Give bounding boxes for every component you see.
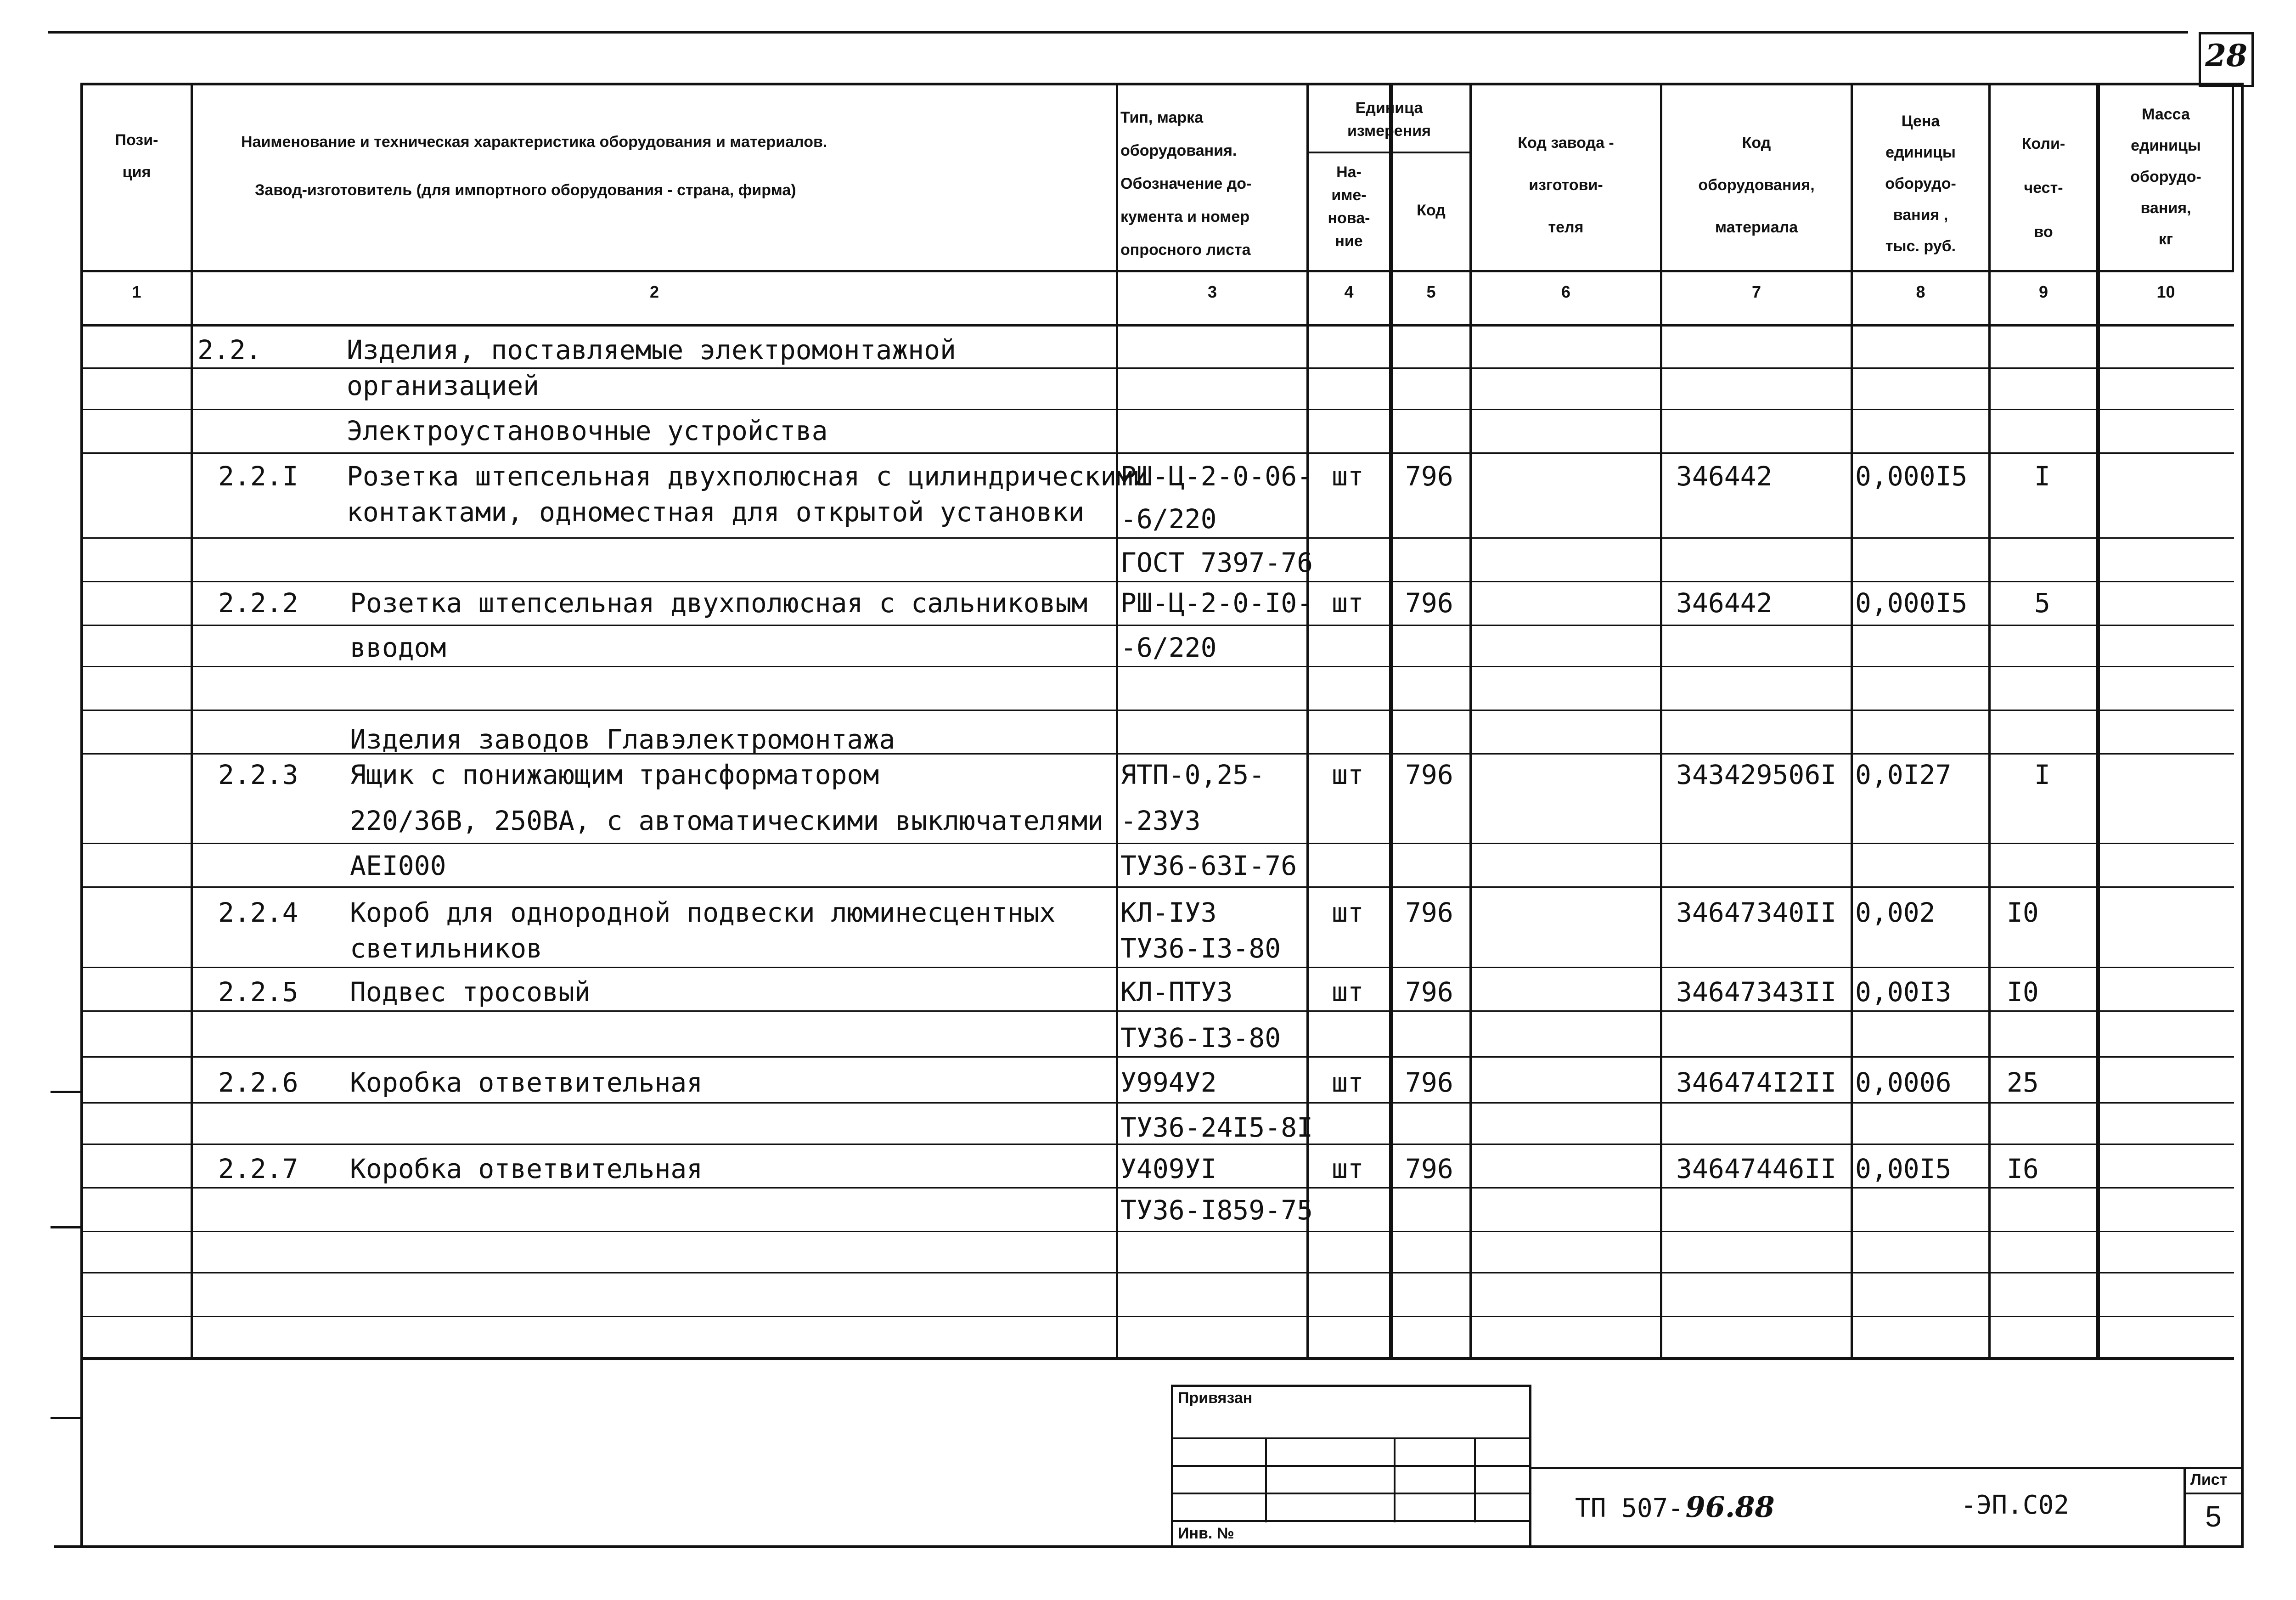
column-number-4: 4	[1344, 282, 1354, 301]
type-cell: ТУ36-24I5-8I	[1120, 1112, 1313, 1143]
name-cell: Розетка штепсельная двухполюсная с сальниковым	[350, 587, 1088, 619]
name-cell: светильников	[350, 933, 543, 964]
column-number-10: 10	[2156, 282, 2175, 301]
row-line	[80, 625, 2234, 626]
column-number-9: 9	[2038, 282, 2048, 301]
type-cell: -6/220	[1120, 503, 1217, 535]
name-cell: Ящик с понижающим трансформатором	[350, 759, 879, 790]
quantity-cell: I0	[2007, 897, 2039, 928]
doc-suffix: -ЭП.С02	[1961, 1490, 2070, 1520]
name-cell: Изделия заводов Главэлектромонтажа	[350, 724, 895, 755]
column-number-3: 3	[1207, 282, 1217, 301]
equipment-code-cell: 34647343II	[1676, 976, 1837, 1008]
price-cell: 0,00I5	[1855, 1153, 1952, 1184]
header-col6: Код завода - изготови- теля	[1518, 134, 1614, 236]
type-cell: РШ-Ц-2-0-06-	[1120, 461, 1313, 492]
top-border-line	[48, 31, 2188, 34]
stamp-h4	[1171, 1520, 1531, 1522]
col-line-7	[1851, 83, 1853, 1359]
unit-code-cell: 796	[1405, 461, 1453, 492]
doc-handwritten: 96.88	[1685, 1490, 1775, 1524]
type-cell: РШ-Ц-2-0-I0-	[1120, 587, 1313, 619]
unit-cell: шт	[1332, 976, 1364, 1008]
price-cell: 0,002	[1855, 897, 1936, 928]
column-number-6: 6	[1561, 282, 1571, 301]
frame-left	[80, 83, 83, 1545]
row-line	[80, 1231, 2234, 1232]
header-col2-line1: Наименование и техническая характеристика оборудования и материалов.	[241, 133, 827, 151]
position-cell: 2.2.2	[218, 587, 298, 619]
type-cell: У409УI	[1120, 1153, 1217, 1184]
header-bottom-line	[80, 270, 2234, 272]
bound-label: Привязан	[1178, 1389, 1253, 1407]
row-line	[80, 1272, 2234, 1273]
equipment-code-cell: 343429506I	[1676, 759, 1837, 790]
equipment-code-cell: 346474I2II	[1676, 1067, 1837, 1098]
name-cell: Подвес тросовый	[350, 976, 591, 1008]
header-unit-group: Единица измерения	[1347, 99, 1431, 140]
column-number-2: 2	[649, 282, 659, 301]
name-cell: 220/36В, 250ВА, с автоматическими выключателями	[350, 805, 1104, 836]
type-cell: ТУ36-I3-80	[1120, 933, 1281, 964]
row-line	[80, 967, 2234, 968]
col-line-2	[1116, 83, 1118, 1359]
row-line	[80, 1010, 2234, 1012]
row-line	[80, 1144, 2234, 1145]
name-cell: Короб для однородной подвески люминесцентных	[350, 897, 1056, 928]
equipment-code-cell: 34647340II	[1676, 897, 1837, 928]
stamp-top	[1171, 1385, 1531, 1387]
price-cell: 0,0I27	[1855, 759, 1952, 790]
header-col9: Коли- чест- во	[2021, 135, 2065, 241]
stamp-v3	[1474, 1437, 1476, 1522]
type-cell: ТУ36-I3-80	[1120, 1022, 1281, 1054]
unit-cell: шт	[1332, 461, 1364, 492]
colnum-bottom-line	[80, 324, 2234, 327]
frame-right	[2241, 83, 2244, 1548]
price-cell: 0,000I5	[1855, 461, 1968, 492]
unit-code-cell: 796	[1405, 587, 1453, 619]
position-cell: 2.2.5	[218, 976, 298, 1008]
table-bottom-line	[80, 1357, 2234, 1360]
row-line	[80, 452, 2234, 454]
frame-top	[80, 83, 2243, 85]
quantity-cell: 25	[2007, 1067, 2039, 1098]
type-cell: ТУ36-I859-75	[1120, 1194, 1313, 1226]
type-cell: КЛ-ПТУЗ	[1120, 976, 1233, 1008]
row-line	[80, 367, 2234, 369]
col-line-8	[1988, 83, 1991, 1359]
doc-prefix: ТП 507-	[1575, 1493, 1684, 1523]
type-cell: ТУ36-63I-76	[1120, 850, 1297, 881]
position-cell: 2.2.3	[218, 759, 298, 790]
row-line	[80, 1187, 2234, 1189]
unit-code-cell: 796	[1405, 1067, 1453, 1098]
equipment-code-cell: 34647446II	[1676, 1153, 1837, 1184]
name-cell: Розетка штепсельная двухполюсная с цилиндрическими	[347, 461, 1148, 492]
col-line-6	[1660, 83, 1662, 1359]
row-line	[80, 843, 2234, 844]
quantity-cell: I	[2034, 461, 2050, 492]
stamp-h2	[1171, 1465, 1531, 1467]
unit-cell: шт	[1332, 1067, 1364, 1098]
unit-code-cell: 796	[1405, 897, 1453, 928]
unit-cell: шт	[1332, 897, 1364, 928]
name-cell: Коробка ответвительная	[350, 1067, 703, 1098]
name-cell: АЕI000	[350, 850, 446, 881]
unit-code-cell: 796	[1405, 976, 1453, 1008]
unit-code-cell: 796	[1405, 1153, 1453, 1184]
header-col10: Масса единицы оборудо- вания, кг	[2130, 106, 2201, 248]
doc-area-top	[1529, 1467, 2243, 1469]
type-cell: -6/220	[1120, 632, 1217, 663]
header-col8: Цена единицы оборудо- вания , тыс. руб.	[1885, 113, 1956, 255]
type-cell: ГОСТ 7397-76	[1120, 547, 1313, 578]
position-cell: 2.2.	[197, 334, 262, 366]
sheet-box-mid	[2183, 1493, 2243, 1494]
quantity-cell: 5	[2034, 587, 2050, 619]
type-cell: ЯТП-0,25-	[1120, 759, 1265, 790]
stamp-h3	[1171, 1493, 1531, 1494]
unit-cell: шт	[1332, 587, 1364, 619]
position-cell: 2.2.6	[218, 1067, 298, 1098]
margin-tick-2	[51, 1226, 83, 1228]
unit-group-divider	[1306, 152, 1469, 153]
header-col5: Код	[1417, 202, 1446, 219]
price-cell: 0,000I5	[1855, 587, 1968, 619]
price-cell: 0,00I3	[1855, 976, 1952, 1008]
row-line	[80, 1056, 2234, 1058]
row-line	[80, 1316, 2234, 1317]
row-line	[80, 537, 2234, 539]
position-cell: 2.2.4	[218, 897, 298, 928]
unit-code-cell: 796	[1405, 759, 1453, 790]
name-cell: Электроустановочные устройства	[347, 415, 828, 446]
column-number-8: 8	[1916, 282, 1925, 301]
name-cell: вводом	[350, 632, 446, 663]
sheet-corner-number: 28	[2205, 38, 2247, 73]
column-number-1: 1	[132, 282, 141, 301]
price-cell: 0,0006	[1855, 1067, 1952, 1098]
equipment-code-cell: 346442	[1676, 461, 1773, 492]
unit-cell: шт	[1332, 759, 1364, 790]
inventory-label: Инв. №	[1178, 1525, 1234, 1542]
column-number-7: 7	[1751, 282, 1761, 301]
column-number-5: 5	[1426, 282, 1436, 301]
header-col7: Код оборудования, материала	[1698, 134, 1815, 236]
sheet-number: 5	[2205, 1500, 2222, 1533]
stamp-v2	[1394, 1437, 1396, 1522]
frame-bottom	[54, 1545, 2244, 1548]
margin-tick-1	[51, 1091, 83, 1093]
quantity-cell: I	[2034, 759, 2050, 790]
row-line	[80, 409, 2234, 410]
header-col3: Тип, марка оборудования. Обозначение до- кумента и номер опросного листа	[1120, 109, 1252, 259]
col-line-10	[2232, 83, 2234, 271]
row-line	[80, 710, 2234, 711]
position-cell: 2.2.7	[218, 1153, 298, 1184]
row-line	[80, 886, 2234, 888]
col-line-5	[1469, 83, 1472, 1359]
type-cell: -23УЗ	[1120, 805, 1201, 836]
quantity-cell: I0	[2007, 976, 2039, 1008]
name-cell: организацией	[347, 370, 540, 401]
unit-cell: шт	[1332, 1153, 1364, 1184]
type-cell: У994У2	[1120, 1067, 1217, 1098]
sheet-label: Лист	[2190, 1471, 2228, 1488]
doc-number	[1575, 1490, 1775, 1524]
header-col4: На- име- нова- ние	[1328, 163, 1370, 250]
equipment-code-cell: 346442	[1676, 587, 1773, 619]
name-cell: Изделия, поставляемые электромонтажной	[347, 334, 956, 366]
col-line-1	[191, 83, 193, 1359]
header-col2-line2: Завод-изготовитель (для импортного оборудования - страна, фирма)	[255, 181, 796, 199]
stamp-h1	[1171, 1437, 1531, 1439]
margin-tick-3	[51, 1417, 83, 1419]
header-col1: Пози- ция	[115, 131, 158, 181]
col-line-3	[1306, 83, 1309, 1359]
stamp-v1	[1265, 1437, 1267, 1522]
type-cell: КЛ-IУЗ	[1120, 897, 1217, 928]
name-cell: Коробка ответвительная	[350, 1153, 703, 1184]
col-line-4	[1389, 83, 1393, 1359]
name-cell: контактами, одноместная для открытой установки	[347, 496, 1085, 528]
position-cell: 2.2.I	[218, 461, 298, 492]
row-line	[80, 666, 2234, 667]
row-line	[80, 1102, 2234, 1104]
quantity-cell: I6	[2007, 1153, 2039, 1184]
col-line-9	[2096, 83, 2100, 1359]
row-line	[80, 581, 2234, 582]
